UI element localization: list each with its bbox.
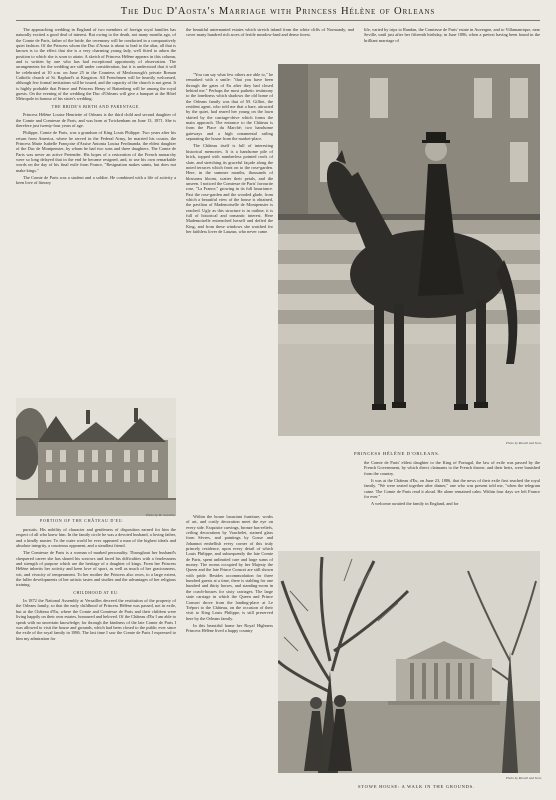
- column-2-text-lower: [186, 514, 273, 794]
- paragraph: pursuits. His nobility of character and gentleness of disposition earned for him the respect of all who knew him. In the family circle he was a devoted husband, a loving father, and a kindly master. To the outer world he ever appeared a man of the highest ideals and absolute integrity, a courteous opponent, and a steadfast friend.: [16, 527, 176, 549]
- paragraph: the Comte de Paris' eldest daughter to the King of Portugal, the law of exile was passed by the French Government, by which direct claimants to the French throne, and their heirs, were banished from the country.: [364, 460, 540, 476]
- paragraph: The Château itself is full of interesting historical memories. It is a handsome pile of brick, topped with numberless pointed roofs of slate, and stretching its graceful façade along the noted terraces which front on to the rose-garden. Here, in the summer months, thousands of blossoms bloom, scatter their petals, and die unseen. I noticed the Comtesse de Paris' favourite rose, "La France," growing in its full luxuriance. Past the rose-garden and the wooded glade, from which a beautiful view of the house is obtained, the pavilion of Mademoiselle de Montpensier is reached. Ugly as this structure is in outline, it is full of historical and romantic interest. Here Mademoiselle entrenched herself and defied the King, and from these windows she watched for her faithless lover de Lauzun, who never came.: [186, 143, 273, 234]
- section-heading: THE BRIDE'S BIRTH AND PARENTAGE.: [51, 103, 141, 109]
- paragraph: Philippe, Comte de Paris, was a grandson of King Louis Philippe. Two years after his return from America, where he served in the Federal Army, he married his cousin, the Princess Marie Isabelle Françoise d'Assise Antonia Louisa Ferdinanda, the eldest daughter of the Duc de Montpensier, by whom he had two sons and three daughters. The Comte de Paris was never an active Pretender. His hopes of a restoration of the French monarchy were so long delayed that in the end he became resigned, and, to use his own remarkable words on the day of his final exile from France, "Resignation makes saints, but does not make kings.": [16, 130, 176, 173]
- stowe-caption: STOWE HOUSE: A WALK IN THE GROUNDS.: [358, 784, 475, 789]
- page-title: The Duc D'Aosta's Marriage with Princess Hélène of Orleans: [120, 6, 436, 17]
- princess-horse-illustration: [278, 64, 540, 436]
- stowe-photo-credit: Photo by Russell and Sons.: [506, 776, 542, 780]
- paragraph: Within the house luxuriant furniture, works of art, and costly decoration meet the eye on every side. Exquisite carvings, bronze bas-reliefs, ceiling decorations by Vauchelet, stained glass from Sèvres, and paintings by Gosse and Johannot embellish every corner of this truly princely residence, upon every detail of which Louis Philippe, and subsequently the late Comte de Paris, spent unlimited care and large sums of money. The rooms occupied by her Majesty the Queen and the late Prince Consort are still shown with pride. Besides accommodation for three hundred guests at a time, there is stabling for one hundred and thirty horses, and standing-room in the coach-houses for sixty carriages. The large state carriage in which the Queen and Prince Consort drove from the landing-place at Le Tréport to the Château, on the occasion of their visit to King Louis Philippe, is still preserved here by the Orleans family.: [186, 514, 273, 621]
- paragraph: life, varied by trips to Randan, the Comtesse de Paris' estate in Auvergne, and to Villamanrique, near Seville, until just after her fifteenth birthday, in June 1886, when a pretext having been found in the brilliant marriage of: [364, 27, 540, 43]
- title-rule: [16, 20, 540, 21]
- section-heading: CHILDHOOD AT EU.: [73, 589, 119, 595]
- chateau-caption: PORTION OF THE CHÂTEAU D'EU.: [40, 518, 125, 523]
- column-2-text-narrow: [186, 72, 273, 512]
- paragraph: the beautiful unternanted estates which stretch inland from the white cliffs of Normandy, and cover many hundred rich acres of fertile meadow-land and dense forest.: [186, 27, 354, 38]
- princess-caption: PRINCESS HÉLÈNE D'ORLEANS.: [354, 451, 441, 456]
- column-1-text: [16, 27, 176, 394]
- chateau-photo-credit: Photo by M. Gosselin.: [146, 513, 176, 517]
- paragraph: In this beautiful home her Royal Highness Princess Hélène lived a happy country: [186, 622, 273, 634]
- paragraph: The approaching wedding in England of two members of foreign royal families has naturally excited a good deal of interest. But owing to the death, not many months ago, of the Comte de Paris, father of the bride, the ceremony will be conducted in a comparatively quiet fashion. Of the Princess whom the Duc d'Aosta is about to lead to the altar, all that is known is to the effect that she is a very charming young lady, well fitted to adorn the position to which she is soon to attain. A sketch of Princess Hélène appears in this column, and is written by one who has had exceptional opportunity of observation. The arrangements for the wedding are still under consideration, but it is understood that it will be celebrated at 10 a.m. on June 25 in the Countess of Mexborough's private Roman Catholic church of St. Raphael's at Kingston. All Frenchmen will be heartily welcomed, although few formal invitations will be issued, and the capacity of the church is not great. It is highly probable that Prince and Princess Henry of Battenberg will be among the royal guests. On the evening of the wedding the Duc d'Orleans will give a banquet at the Hôtel Métropole in honour of his sister's wedding.: [16, 27, 176, 102]
- princess-photo-credit: Photo by Russell and Sons.: [506, 441, 542, 445]
- column-3-text-middle: [364, 460, 540, 550]
- paragraph: In 1872 the National Assembly at Versailles decreed the restitution of the property of the Orleans family, so that the early childhood of Princess Hélène was passed, not in exile, but at the Château d'Eu, where the Comte and Comtesse de Paris and their children were living happily on their own estates, honoured and beloved. Of the Château d'Eu I am able to speak with no uncertain knowledge; for through the kindness of the late Comte de Paris I was allowed to visit the house and grounds, which had been closed to the public ever since the exile of the royal family in 1886. The last time I saw the Comte de Paris I expressed to him my admiration for: [16, 598, 176, 641]
- chateau-illustration: [16, 398, 176, 516]
- paragraph: The Comte de Paris was a student and a soldier. He combined with a life of activity a keen love of literary: [16, 174, 176, 186]
- paragraph: Princess Hélène Louise Henriette of Orleans is the third child and second daughter of the Comte and Comtesse de Paris, and was born at Twickenham on June 13, 1871. She is therefore just twenty-four years of age.: [16, 112, 176, 128]
- lower-left-text: [16, 527, 176, 794]
- princess-photo: [278, 64, 540, 436]
- paragraph: The Comtesse de Paris is a woman of marked personality. Throughout her husband's chequered career she has shared his sorrows and faced his difficulties with a fearlessness and strength of purpose which are the heritage of a daughter of kings. From her Princess Hélène inherits her activity and keen love of sport, as well as much of her graciousness, wit, and vivacity of temperament. To her mother the Princess also owes, to a large extent, the fuller developments of her artistic tastes and studies and the advantages of her religious training.: [16, 550, 176, 588]
- chateau-photo: [16, 398, 176, 516]
- stowe-house-photo: [278, 551, 540, 773]
- paragraph: "You can say what few others are able to," he remarked with a smile: "that you have been through the gates of Eu after they had closed behind me." Perhaps the most pathetic testimony to the loneliness which shadows the old home of the Orleans family was that of M. Gilliot, the resident agent, who told me that a hare, attracted by the quiet, had reared her young on the lawn skirted by the carriage-drive which forms the main approach. The entrance to the Château is from the Place du Marché; two handsome gateways and a high ornamental railing separating the house from the market-place.: [186, 72, 273, 142]
- stowe-house-illustration: [278, 551, 540, 773]
- paragraph: It was at the Château d'Eu, on June 23, 1886, that the news of their exile first reached the royal family. "We were seated together after dinner," one who was present told me, "when the telegram came. The Comte de Paris read it aloud. He alone remained calm. Within four days we left France for ever.": [364, 478, 540, 500]
- paragraph: A welcome awaited the family in England, and for: [371, 501, 459, 507]
